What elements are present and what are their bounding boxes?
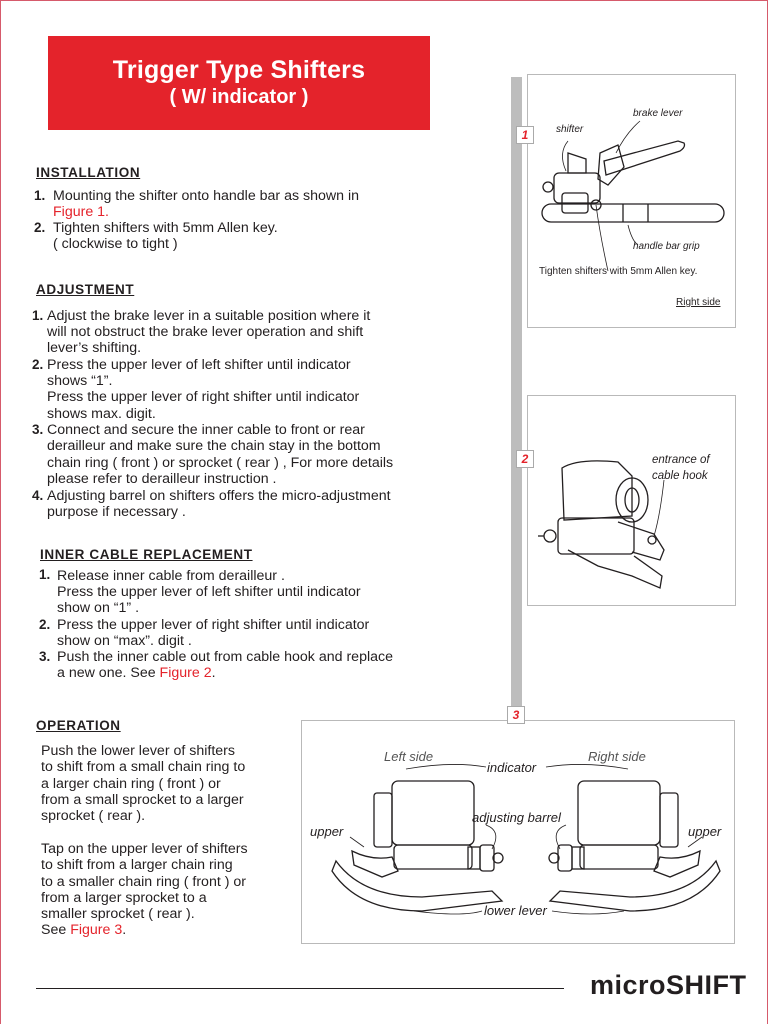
adjustment-item-2-line-2: shows “1”. [47, 373, 113, 389]
installation-item-1-text: Mounting the shifter onto handle bar as shown in [53, 188, 360, 204]
figure-2-label-line-2: cable hook [652, 470, 708, 482]
inner-cable-item-3-number: 3. [39, 649, 51, 664]
figure-connector-bar [511, 77, 522, 714]
logo-prefix: micro [590, 970, 667, 1000]
microshift-logo [590, 970, 747, 1001]
operation-para1-line-1: Push the lower lever of shifters [41, 743, 235, 759]
figure-3-left-side: Left side [384, 749, 434, 764]
inner-cable-item-2-line-2: show on “max”. digit . [57, 633, 192, 649]
adjustment-item-4-number: 4. [32, 488, 44, 503]
figure-3-upper-right-label: upper [688, 824, 722, 839]
inner-cable-item-1-line-2: Press the upper lever of left shifter until indicator [57, 584, 361, 600]
inner-cable-item-3-line-2 [57, 665, 216, 681]
adjustment-item-1-line-2: will not obstruct the brake lever operation and shift [47, 324, 364, 340]
installation-item-2-text: Tighten shifters with 5mm Allen key. [53, 220, 278, 236]
operation-para2-line-5: smaller sprocket ( rear ). [41, 906, 195, 922]
figure-1-label-shifter: shifter [556, 124, 584, 135]
operation-para2-line-1: Tap on the upper lever of shifters [41, 841, 248, 857]
inner-cable-heading: INNER CABLE REPLACEMENT [40, 547, 253, 562]
inner-cable-item-1-line-3: show on “1” . [57, 600, 140, 616]
page-border-top [0, 0, 768, 1]
adjustment-heading: ADJUSTMENT [36, 282, 135, 297]
adjustment-item-4-line-2: purpose if necessary . [47, 504, 186, 520]
adjustment-item-1-number: 1. [32, 308, 44, 323]
adjustment-item-3-line-4: please refer to derailleur instruction . [47, 471, 277, 487]
adjustment-item-1-line-1: Adjust the brake lever in a suitable position where it [47, 308, 371, 324]
figure-2-illustration [528, 396, 734, 603]
installation-item-2-number: 2. [34, 220, 46, 235]
page-subtitle: ( W/ indicator ) [169, 86, 309, 108]
inner-cable-item-1-line-1: Release inner cable from derailleur . [57, 568, 285, 584]
figure-3-number: 3 [507, 706, 525, 724]
figure-3-upper-left-label: upper [310, 824, 344, 839]
inner-cable-item-3-line-1: Push the inner cable out from cable hook and replace [57, 649, 393, 665]
adjustment-item-3-line-2: derailleur and make sure the chain stay in the bottom [47, 438, 381, 454]
figure-3-indicator-label: indicator [487, 760, 537, 775]
adjustment-item-3-line-1: Connect and secure the inner cable to front or rear [47, 422, 365, 438]
figure-1-illustration [528, 75, 734, 325]
footer-divider [36, 988, 564, 989]
installation-heading: INSTALLATION [36, 165, 141, 180]
figure-1-caption: Tighten shifters with 5mm Allen key. [539, 266, 698, 277]
operation-para1-line-4: from a small sprocket to a larger [41, 792, 244, 808]
figure-1-label-brake-lever: brake lever [633, 108, 683, 119]
installation-item-2-text-2: ( clockwise to tight ) [53, 236, 178, 252]
figure-2-number: 2 [516, 450, 534, 468]
title-banner [48, 36, 430, 130]
figure-1-label-handle-bar-grip: handle bar grip [633, 241, 700, 252]
figure-2-label-line-1: entrance of [652, 454, 710, 466]
operation-para1-line-3: a larger chain ring ( front ) or [41, 776, 221, 792]
inner-cable-item-3-suffix: . [211, 665, 216, 681]
logo-suffix: SHIFT [666, 970, 747, 1000]
operation-see-prefix: See [41, 922, 71, 938]
operation-para2-line-2: to shift from a larger chain ring [41, 857, 233, 873]
adjustment-item-3-number: 3. [32, 422, 44, 437]
figure-3-right-side: Right side [588, 749, 646, 764]
operation-para2-line-3: to a smaller chain ring ( front ) or [41, 874, 247, 890]
page-border-left [0, 0, 1, 1024]
operation-heading: OPERATION [36, 718, 121, 733]
inner-cable-item-3-prefix: a new one. See [57, 665, 160, 681]
figure-2-link[interactable]: Figure 2 [159, 665, 212, 681]
operation-para1-line-5: sprocket ( rear ). [41, 808, 146, 824]
adjustment-item-2-number: 2. [32, 357, 44, 372]
inner-cable-item-2-number: 2. [39, 617, 51, 632]
operation-see-figure [41, 922, 126, 938]
adjustment-item-1-line-3: lever’s shifting. [47, 340, 142, 356]
figure-1-link[interactable]: Figure 1. [53, 204, 109, 220]
adjustment-item-2-line-1: Press the upper lever of left shifter until indicator [47, 357, 351, 373]
operation-see-suffix: . [122, 922, 127, 938]
figure-1-number: 1 [516, 126, 534, 144]
installation-item-1-number: 1. [34, 188, 46, 203]
figure-1-side-label: Right side [676, 297, 721, 308]
adjustment-item-2-line-3: Press the upper lever of right shifter until indicator [47, 389, 360, 405]
figure-3-adjusting-barrel-label: adjusting barrel [472, 810, 561, 825]
operation-para1-line-2: to shift from a small chain ring to [41, 759, 246, 775]
inner-cable-item-1-number: 1. [39, 567, 51, 582]
operation-para2-line-4: from a larger sprocket to a [41, 890, 207, 906]
page-title: Trigger Type Shifters [112, 56, 366, 84]
figure-3-link[interactable]: Figure 3 [70, 922, 123, 938]
adjustment-item-2-line-4: shows max. digit. [47, 406, 156, 422]
adjustment-item-4-line-1: Adjusting barrel on shifters offers the micro-adjustment [47, 488, 391, 504]
inner-cable-item-2-line-1: Press the upper lever of right shifter until indicator [57, 617, 370, 633]
figure-3-lower-lever-label: lower lever [484, 903, 547, 918]
adjustment-item-3-line-3: chain ring ( front ) or sprocket ( rear ) , For more details [47, 455, 394, 471]
